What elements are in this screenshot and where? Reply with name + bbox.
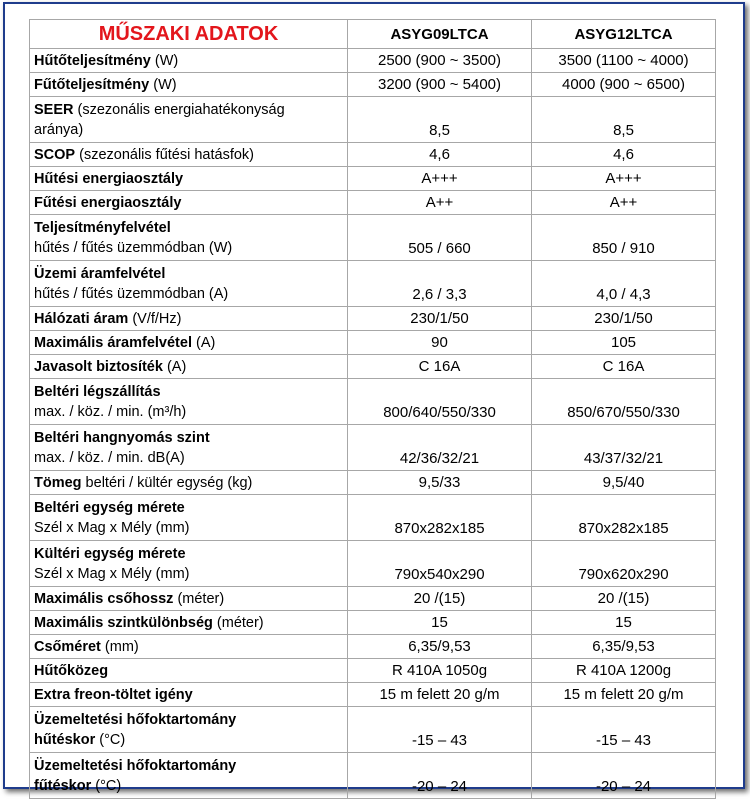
table-row (30, 587, 716, 611)
table-row (30, 261, 716, 307)
spec-name: Üzemeltetési hőfoktartomány (34, 757, 237, 774)
table-row (30, 611, 716, 635)
spec-detail: hűtés / fűtés üzemmódban (A) (34, 285, 229, 302)
spec-unit: (szezonális energiahatékonyság (73, 101, 285, 118)
spec-value: 4000 (900 ~ 6500) (532, 73, 716, 97)
spec-label (30, 49, 348, 73)
spec-value: 6,35/9,53 (348, 635, 532, 659)
spec-value: -15 – 43 (348, 707, 532, 753)
spec-value: -20 – 24 (532, 753, 716, 799)
spec-label-line (34, 685, 343, 705)
table-row (30, 331, 716, 355)
spec-name: Tömeg (34, 474, 82, 491)
spec-value: 230/1/50 (532, 307, 716, 331)
spec-label (30, 331, 348, 355)
spec-label-line (34, 428, 343, 448)
spec-name: Beltéri légszállítás (34, 383, 161, 400)
spec-name: Hálózati áram (34, 310, 129, 327)
spec-label (30, 191, 348, 215)
spec-value: 9,5/33 (348, 471, 532, 495)
spec-label-line (34, 382, 343, 402)
spec-name: Hűtési energiaosztály (34, 170, 184, 187)
spec-value: 20 /(15) (532, 587, 716, 611)
spec-value: C 16A (348, 355, 532, 379)
table-row (30, 683, 716, 707)
spec-value: 15 m felett 20 g/m (348, 683, 532, 707)
spec-value: -20 – 24 (348, 753, 532, 799)
table-row (30, 97, 716, 143)
spec-value: 15 (532, 611, 716, 635)
spec-label-line (34, 498, 343, 518)
spec-label-line (34, 402, 343, 422)
model-column-header: ASYG09LTCA (348, 20, 532, 49)
table-row (30, 73, 716, 97)
spec-label-line (34, 473, 343, 493)
spec-value: -15 – 43 (532, 707, 716, 753)
table-row (30, 143, 716, 167)
specs-body (30, 49, 716, 799)
spec-name: hűtéskor (34, 731, 96, 748)
spec-value: 230/1/50 (348, 307, 532, 331)
spec-value: 105 (532, 331, 716, 355)
spec-detail: max. / köz. / min. (m³/h) (34, 403, 187, 420)
spec-value: A++ (348, 191, 532, 215)
spec-label (30, 753, 348, 799)
spec-value: 15 m felett 20 g/m (532, 683, 716, 707)
spec-name: Beltéri hangnyomás szint (34, 429, 210, 446)
spec-value: 870x282x185 (348, 495, 532, 541)
spec-label (30, 425, 348, 471)
spec-name: fűtéskor (34, 777, 92, 794)
spec-name: Hűtőközeg (34, 662, 109, 679)
spec-label (30, 379, 348, 425)
spec-value: 15 (348, 611, 532, 635)
table-row (30, 541, 716, 587)
spec-label (30, 659, 348, 683)
spec-label-line (34, 776, 343, 796)
spec-name: Üzemeltetési hőfoktartomány (34, 711, 237, 728)
spec-unit: (W) (149, 76, 177, 93)
spec-value: 43/37/32/21 (532, 425, 716, 471)
spec-name: Üzemi áramfelvétel (34, 265, 166, 282)
spec-value: 3500 (1100 ~ 4000) (532, 49, 716, 73)
spec-label (30, 73, 348, 97)
table-row (30, 753, 716, 799)
spec-value: C 16A (532, 355, 716, 379)
spec-label (30, 167, 348, 191)
spec-value: 4,6 (532, 143, 716, 167)
spec-label-line (34, 357, 343, 377)
spec-label-line (34, 589, 343, 609)
spec-value: 90 (348, 331, 532, 355)
spec-name: Maximális csőhossz (34, 590, 174, 607)
spec-label-line (34, 169, 343, 189)
spec-value: 9,5/40 (532, 471, 716, 495)
spec-value: A+++ (532, 167, 716, 191)
spec-detail: hűtés / fűtés üzemmódban (W) (34, 239, 233, 256)
table-row (30, 471, 716, 495)
spec-name: Kültéri egység mérete (34, 545, 186, 562)
spec-label-line (34, 218, 343, 238)
table-row (30, 167, 716, 191)
spec-detail: aránya) (34, 121, 84, 138)
spec-label-line (34, 333, 343, 353)
spec-detail: Szél x Mag x Mély (mm) (34, 565, 190, 582)
spec-unit: (méter) (212, 614, 264, 631)
spec-value: 4,6 (348, 143, 532, 167)
spec-value: A+++ (348, 167, 532, 191)
spec-value: 4,0 / 4,3 (532, 261, 716, 307)
table-row (30, 215, 716, 261)
spec-name: Hűtőteljesítmény (34, 52, 151, 69)
spec-unit: (°C) (95, 731, 126, 748)
table-row (30, 379, 716, 425)
spec-label-line (34, 710, 343, 730)
spec-label (30, 683, 348, 707)
table-row (30, 355, 716, 379)
spec-label-line (34, 661, 343, 681)
spec-value: 850/670/550/330 (532, 379, 716, 425)
spec-label (30, 261, 348, 307)
spec-name: Fűtési energiaosztály (34, 194, 182, 211)
spec-value: 6,35/9,53 (532, 635, 716, 659)
spec-unit: beltéri / kültér egység (kg) (81, 474, 253, 491)
spec-label-line (34, 544, 343, 564)
table-row (30, 191, 716, 215)
spec-unit: (W) (150, 52, 179, 69)
spec-label-line (34, 51, 343, 71)
table-row (30, 707, 716, 753)
spec-name: Fűtőteljesítmény (34, 76, 150, 93)
spec-unit: (mm) (100, 638, 139, 655)
spec-label-line (34, 309, 343, 329)
model-column-header: ASYG12LTCA (532, 20, 716, 49)
spec-value: 870x282x185 (532, 495, 716, 541)
spec-value: 3200 (900 ~ 5400) (348, 73, 532, 97)
spec-label (30, 495, 348, 541)
spec-label-line (34, 613, 343, 633)
spec-label-line (34, 120, 343, 140)
spec-label-line (34, 145, 343, 165)
spec-label-line (34, 756, 343, 776)
spec-label (30, 587, 348, 611)
spec-label (30, 471, 348, 495)
spec-label (30, 541, 348, 587)
spec-label-line (34, 730, 343, 750)
spec-value: 505 / 660 (348, 215, 532, 261)
spec-label-line (34, 238, 343, 258)
spec-detail: max. / köz. / min. dB(A) (34, 449, 185, 466)
spec-value: 800/640/550/330 (348, 379, 532, 425)
spec-value: 850 / 910 (532, 215, 716, 261)
spec-label-line (34, 284, 343, 304)
spec-label-line (34, 193, 343, 213)
spec-label-line (34, 264, 343, 284)
spec-value: 2,6 / 3,3 (348, 261, 532, 307)
spec-unit: (°C) (91, 777, 122, 794)
spec-label (30, 97, 348, 143)
spec-label-line (34, 518, 343, 538)
spec-value: 42/36/32/21 (348, 425, 532, 471)
spec-label (30, 635, 348, 659)
spec-name: Csőméret (34, 638, 101, 655)
spec-unit: (V/f/Hz) (128, 310, 182, 327)
spec-value: 8,5 (532, 97, 716, 143)
spec-value: 20 /(15) (348, 587, 532, 611)
spec-name: Beltéri egység mérete (34, 499, 185, 516)
spec-unit: (A) (191, 334, 216, 351)
spec-label-line (34, 564, 343, 584)
spec-name: SEER (34, 101, 74, 118)
spec-value: A++ (532, 191, 716, 215)
table-row (30, 307, 716, 331)
spec-label-line (34, 448, 343, 468)
table-title: MŰSZAKI ADATOK (30, 20, 348, 49)
spec-detail: Szél x Mag x Mély (mm) (34, 519, 190, 536)
spec-unit: (A) (162, 358, 187, 375)
spec-name: Extra freon-töltet igény (34, 686, 193, 703)
spec-label (30, 215, 348, 261)
spec-label (30, 143, 348, 167)
spec-name: SCOP (34, 146, 76, 163)
spec-label-line (34, 637, 343, 657)
spec-value: 2500 (900 ~ 3500) (348, 49, 532, 73)
table-row (30, 49, 716, 73)
table-row (30, 635, 716, 659)
spec-unit: (szezonális fűtési hatásfok) (75, 146, 255, 163)
table-header-row (30, 20, 716, 49)
spec-label (30, 307, 348, 331)
spec-value: 790x620x290 (532, 541, 716, 587)
spec-label (30, 355, 348, 379)
spec-name: Javasolt biztosíték (34, 358, 163, 375)
table-row (30, 425, 716, 471)
spec-name: Teljesítményfelvétel (34, 219, 171, 236)
spec-value: R 410A 1200g (532, 659, 716, 683)
table-row (30, 495, 716, 541)
spec-label-line (34, 100, 343, 120)
spec-unit: (méter) (173, 590, 225, 607)
spec-label-line (34, 75, 343, 95)
specs-table (29, 19, 716, 799)
spec-name: Maximális szintkülönbség (34, 614, 213, 631)
spec-name: Maximális áramfelvétel (34, 334, 192, 351)
spec-value: 790x540x290 (348, 541, 532, 587)
table-row (30, 659, 716, 683)
spec-label (30, 611, 348, 635)
spec-value: 8,5 (348, 97, 532, 143)
spec-label (30, 707, 348, 753)
spec-value: R 410A 1050g (348, 659, 532, 683)
